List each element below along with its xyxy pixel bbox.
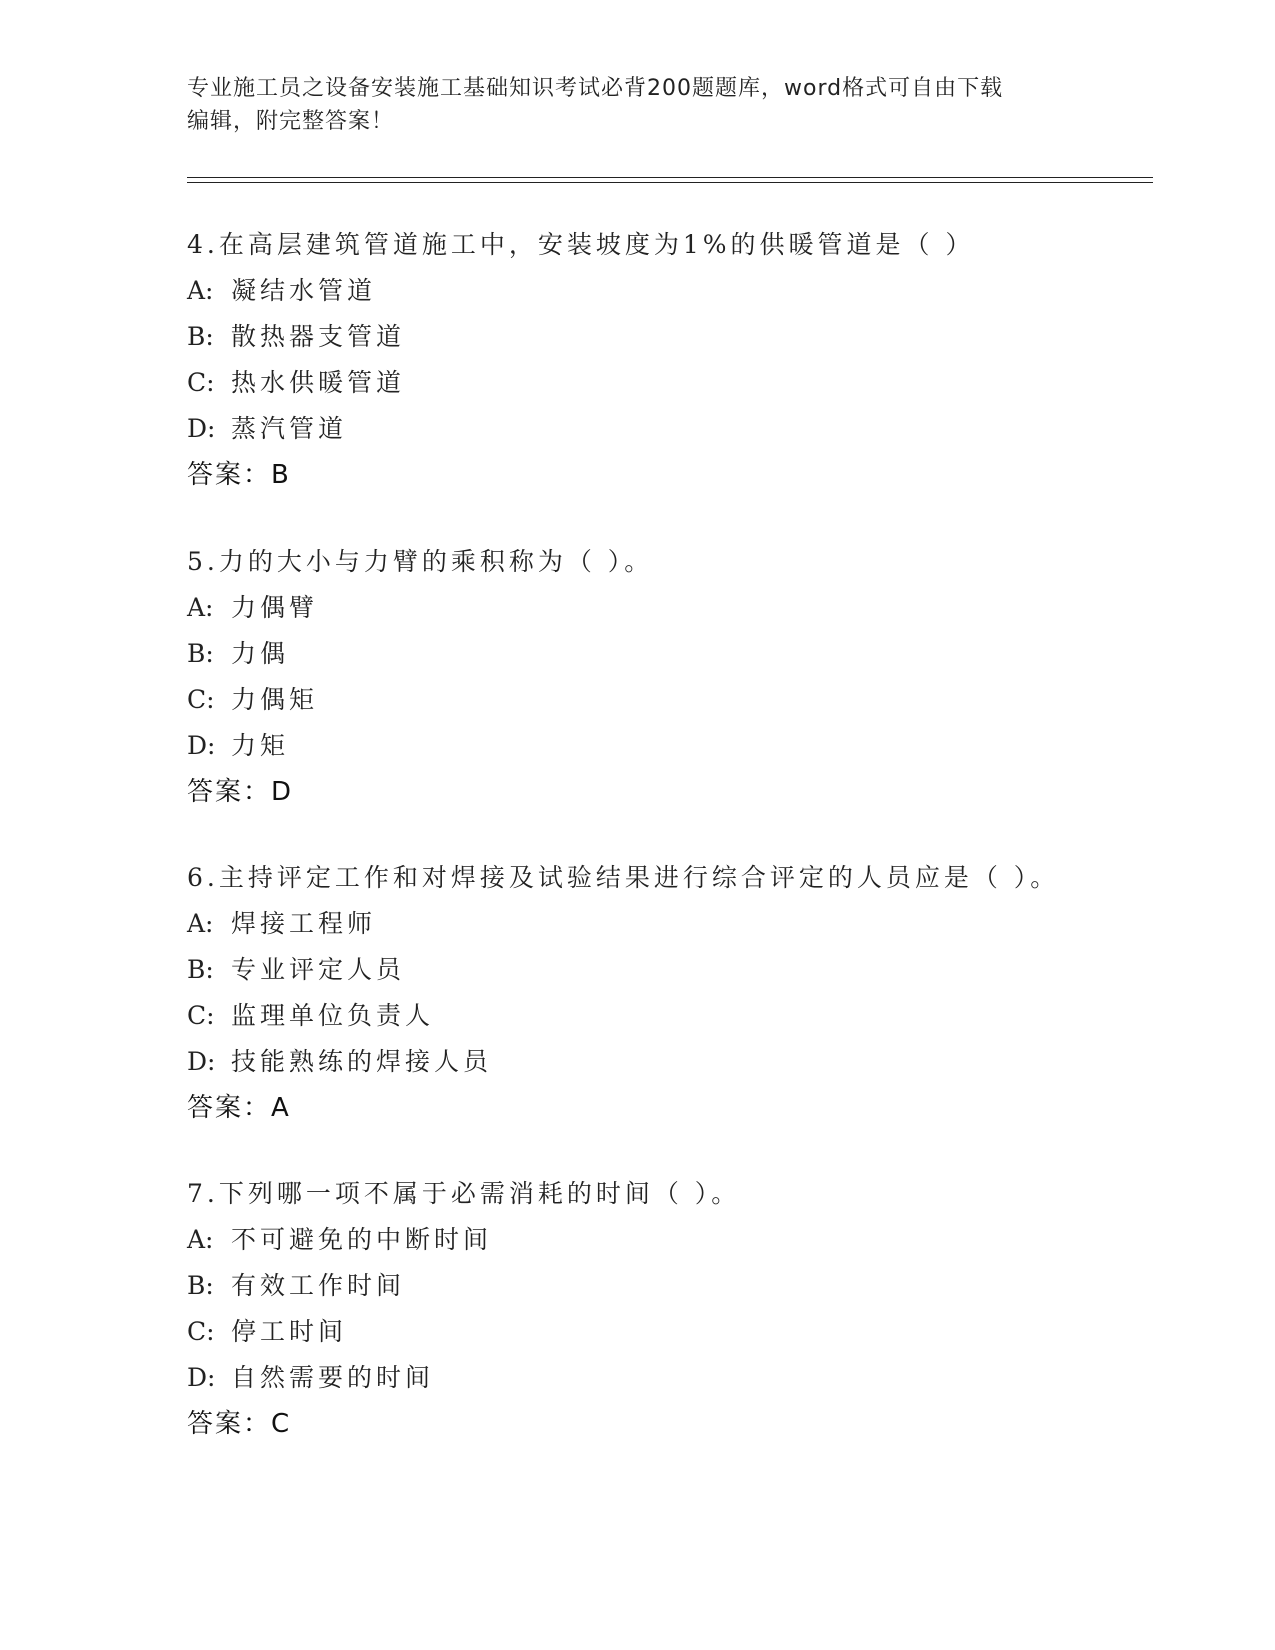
option-b (187, 1263, 1187, 1309)
answer-line: 答案：A (187, 1093, 291, 1123)
option-letter: A: (187, 276, 214, 305)
option-letter: C: (187, 1001, 215, 1030)
option-text: 力偶矩 (231, 685, 319, 714)
question-stem: 7.下列哪一项不属于必需消耗的时间（ ）。 (187, 1179, 741, 1208)
option-text: 力矩 (231, 731, 290, 760)
option-c (187, 1309, 1187, 1355)
option-text: 技能熟练的焊接人员 (231, 1047, 493, 1076)
option-text: 凝结水管道 (231, 276, 377, 305)
answer-line: 答案：C (187, 1409, 292, 1439)
option-a (187, 1217, 1187, 1263)
option-letter: C: (187, 368, 215, 397)
option-letter: D: (187, 731, 216, 760)
option-letter: C: (187, 685, 215, 714)
option-letter: A: (187, 1225, 214, 1254)
header-line-1: 专业施工员之设备安装施工基础知识考试必背200题题库，word格式可自由下载 (187, 76, 1004, 101)
option-text: 专业评定人员 (231, 955, 406, 984)
answer-line: 答案：B (187, 460, 291, 490)
question-4 (187, 222, 1187, 498)
question-stem: 5.力的大小与力臂的乘积称为（ ）。 (187, 547, 654, 576)
option-d (187, 1039, 1187, 1085)
question-7 (187, 1171, 1187, 1447)
option-text: 蒸汽管道 (231, 414, 348, 443)
option-letter: D: (187, 414, 216, 443)
option-letter: B: (187, 322, 214, 351)
option-letter: C: (187, 1317, 215, 1346)
option-text: 力偶 (231, 639, 290, 668)
option-text: 监理单位负责人 (231, 1001, 435, 1030)
document-header (187, 72, 1087, 138)
header-line-2: 编辑，附完整答案！ (187, 109, 395, 134)
question-5 (187, 539, 1187, 815)
question-stem: 4.在高层建筑管道施工中，安装坡度为1%的供暖管道是（ ） (187, 230, 975, 259)
option-text: 焊接工程师 (231, 909, 377, 938)
option-text: 热水供暖管道 (231, 368, 406, 397)
option-letter: A: (187, 593, 214, 622)
header-divider (187, 177, 1153, 183)
option-text: 不可避免的中断时间 (231, 1225, 493, 1254)
question-stem: 6.主持评定工作和对焊接及试验结果进行综合评定的人员应是（ ）。 (187, 863, 1060, 892)
question-6 (187, 855, 1187, 1131)
option-letter: B: (187, 1271, 214, 1300)
option-a (187, 901, 1187, 947)
option-b (187, 314, 1187, 360)
option-b (187, 947, 1187, 993)
option-text: 停工时间 (231, 1317, 348, 1346)
answer-line: 答案：D (187, 777, 294, 807)
option-c (187, 360, 1187, 406)
option-a (187, 585, 1187, 631)
option-letter: B: (187, 639, 214, 668)
option-d (187, 1355, 1187, 1401)
option-text: 散热器支管道 (231, 322, 406, 351)
option-text: 自然需要的时间 (231, 1363, 435, 1392)
option-c (187, 677, 1187, 723)
option-letter: B: (187, 955, 214, 984)
option-text: 有效工作时间 (231, 1271, 406, 1300)
option-text: 力偶臂 (231, 593, 319, 622)
option-c (187, 993, 1187, 1039)
option-d (187, 723, 1187, 769)
option-a (187, 268, 1187, 314)
option-letter: A: (187, 909, 214, 938)
option-letter: D: (187, 1047, 216, 1076)
option-d (187, 406, 1187, 452)
option-b (187, 631, 1187, 677)
option-letter: D: (187, 1363, 216, 1392)
